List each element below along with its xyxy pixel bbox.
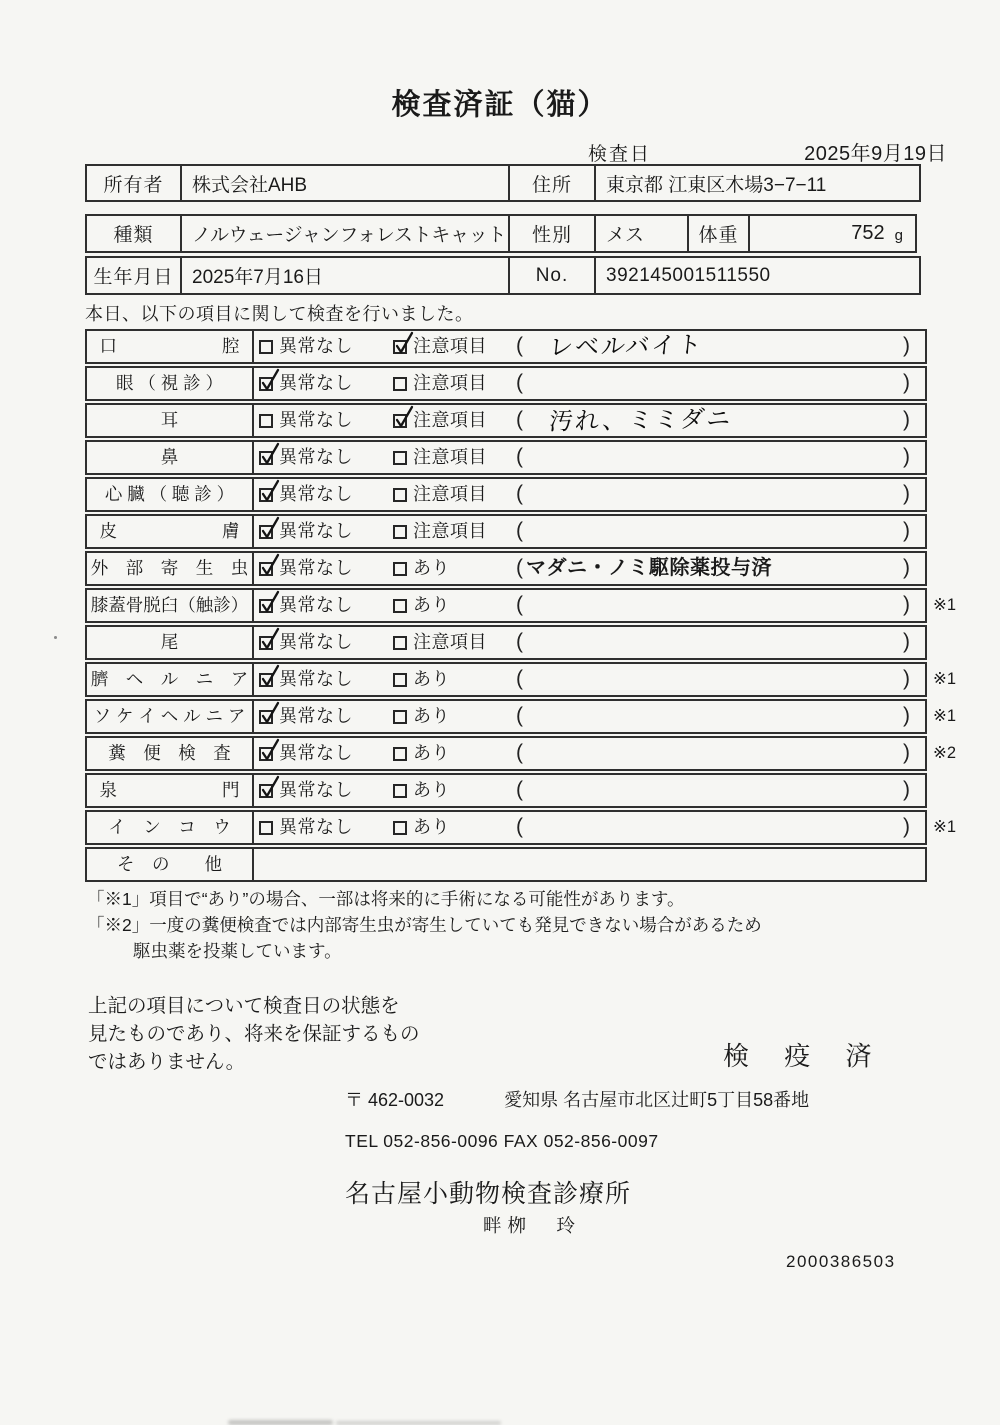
paren-close: ) [903,408,910,431]
option-label-attention: あり [413,817,450,837]
checklist-row [85,662,957,697]
owner-value: 株式会社AHB [180,164,510,202]
handwritten-note: 汚れ、ミミダニ [547,405,734,436]
address-label: 住所 [508,164,596,202]
option-label-no-abnormality: 異常なし [279,595,353,615]
checkbox-no-abnormality-checked [259,525,273,539]
item-result [254,738,925,769]
checklist-row [85,477,927,512]
clinic-tel-fax: TEL 052-856-0096 FAX 052-856-0097 [345,1131,659,1151]
remark-mark: ※1 [933,670,957,688]
remark-mark: ※2 [933,744,957,762]
item-result [254,627,925,658]
item-result [254,368,925,399]
clinic-name: 名古屋小動物検査診療所 [345,1180,632,1208]
remark-mark: ※1 [933,707,957,725]
intro-text: 本日、以下の項目に関して検査を行いました。 [85,304,474,324]
checklist-row [85,699,957,734]
remark-mark: ※1 [933,818,957,836]
checkbox-attention [393,636,407,650]
weight-cell [748,214,917,253]
paren-close: ) [903,704,910,727]
breed-value: ノルウェージャンフォレストキャット [180,214,510,253]
item-label: 臍 ヘ ル ニ ア [87,664,254,695]
item-result [254,812,925,843]
footnote-2-continued: 駆虫薬を投薬しています。 [133,941,342,961]
checkbox-attention [393,784,407,798]
item-label: 口 腔 [87,331,254,362]
paren-open: ( [516,704,523,727]
weight-label: 体重 [687,214,750,253]
option-label-no-abnormality: 異常なし [279,669,353,689]
option-label-attention: あり [413,558,450,578]
inspection-date-label: 検査日 [588,144,652,165]
checkbox-attention [393,673,407,687]
option-label-no-abnormality: 異常なし [279,706,353,726]
checklist-row [85,551,927,586]
printed-note: マダニ・ノミ駆除薬投与済 [526,557,772,579]
checklist-row [85,514,927,549]
disclaimer [88,992,420,1076]
paren-close: ) [903,482,910,505]
item-result [254,442,925,473]
option-label-attention: あり [413,595,450,615]
paren-open: ( [516,482,523,505]
paren-close: ) [903,593,910,616]
remark-mark: ※1 [933,596,957,614]
item-result [254,479,925,510]
clinic-address-line [345,1086,809,1112]
paren-open: ( [516,519,523,542]
serial-number: 2000386503 [786,1252,896,1271]
checkbox-no-abnormality-checked [259,747,273,761]
option-label-attention: 注意項目 [413,521,487,541]
item-label: 心 臓 （ 聴 診 ） [87,479,254,510]
paren-open: ( [516,593,523,616]
paren-open: ( [516,445,523,468]
option-label-no-abnormality: 異常なし [279,484,353,504]
checkbox-no-abnormality [259,340,273,354]
option-label-attention: 注意項目 [413,410,487,430]
item-label: 鼻 [87,442,254,473]
sex-value: メス [594,214,689,253]
weight-value: 752 [851,222,885,244]
checklist [85,329,957,884]
item-label: 糞 便 検 査 [87,738,254,769]
animal-table-row2 [85,256,927,295]
option-label-attention: 注意項目 [413,373,487,393]
item-label: イ ン コ ウ [87,812,254,843]
item-result [254,775,925,806]
checkbox-no-abnormality-checked [259,784,273,798]
checklist-row [85,736,957,771]
checkbox-attention [393,377,407,391]
address-value: 東京都 江東区木場3−7−11 [594,164,921,202]
checkbox-attention [393,451,407,465]
option-label-attention: あり [413,669,450,689]
checklist-row [85,366,927,401]
checkbox-attention [393,525,407,539]
disclaimer-line-2: 見たものであり、将来を保証するもの [88,1023,420,1045]
option-label-no-abnormality: 異常なし [279,373,353,393]
paren-close: ) [903,519,910,542]
checklist-row [85,847,927,882]
item-label: そ の 他 [87,849,254,880]
checkbox-no-abnormality-checked [259,451,273,465]
item-result [254,590,925,621]
animal-table-row1 [85,214,927,253]
paren-close: ) [903,741,910,764]
checkbox-no-abnormality [259,821,273,835]
option-label-no-abnormality: 異常なし [279,817,353,837]
option-label-no-abnormality: 異常なし [279,558,353,578]
option-label-no-abnormality: 異常なし [279,521,353,541]
checkbox-attention-checked [393,340,407,354]
paren-close: ) [903,630,910,653]
owner-label: 所有者 [85,164,182,202]
paren-close: ) [903,445,910,468]
paren-open: ( [516,778,523,801]
option-label-no-abnormality: 異常なし [279,410,353,430]
weight-unit: g [894,227,903,244]
checkbox-attention [393,821,407,835]
checkbox-no-abnormality-checked [259,636,273,650]
birth-value: 2025年7月16日 [180,256,510,295]
item-result [254,331,925,362]
item-result [254,701,925,732]
paren-open: ( [516,371,523,394]
paren-close: ) [903,371,910,394]
item-label: 外 部 寄 生 虫 [87,553,254,584]
checklist-row [85,588,957,623]
scan-smudge-artifact [228,1420,333,1425]
paren-open: ( [516,815,523,838]
item-label: 尾 [87,627,254,658]
checkbox-no-abnormality-checked [259,377,273,391]
owner-table [85,164,927,202]
item-label: ソ ケ イ ヘ ル ニ ア [87,701,254,732]
paren-close: ) [903,778,910,801]
handwritten-note: レベルバイト [547,331,705,362]
option-label-no-abnormality: 異常なし [279,632,353,652]
item-label: 泉 門 [87,775,254,806]
no-label: No. [508,256,596,295]
paren-close: ) [903,815,910,838]
inspection-date-value: 2025年9月19日 [804,143,947,165]
clinic-address: 愛知県 名古屋市北区辻町5丁目58番地 [504,1090,810,1110]
option-label-attention: 注意項目 [413,632,487,652]
item-result [254,664,925,695]
item-result [254,553,925,584]
sex-label: 性別 [508,214,596,253]
disclaimer-line-1: 上記の項目について検査日の状態を [88,995,400,1017]
veterinarian-name: 畔栁 玲 [483,1215,582,1236]
quarantine-passed-text: 検 疫 済 [723,1041,886,1071]
page-title: 検査済証（猫） [391,89,609,121]
item-label: 皮 膚 [87,516,254,547]
checklist-row [85,773,927,808]
paren-close: ) [903,556,910,579]
option-label-no-abnormality: 異常なし [279,447,353,467]
paren-close: ) [903,334,910,357]
paren-open: ( [516,556,523,579]
paren-open: ( [516,741,523,764]
footnote-1: 「※1」項目で“あり”の場合、一部は将来的に手術になる可能性があります。 [87,889,685,909]
checklist-row [85,440,927,475]
scan-smudge-artifact [336,1421,501,1425]
breed-label: 種類 [85,214,182,253]
footnote-2: 「※2」一度の糞便検査では内部寄生虫が寄生していても発見できない場合があるため [87,915,762,935]
checkbox-attention [393,599,407,613]
paren-open: ( [516,334,523,357]
birth-label: 生年月日 [85,256,182,295]
footnotes [87,886,762,964]
checkbox-no-abnormality-checked [259,562,273,576]
item-result [254,516,925,547]
checkbox-attention [393,562,407,576]
clinic-postal-code: 〒 462-0032 [345,1090,445,1110]
checkbox-no-abnormality-checked [259,599,273,613]
option-label-attention: 注意項目 [413,484,487,504]
paren-close: ) [903,667,910,690]
option-label-attention: あり [413,743,450,763]
option-label-no-abnormality: 異常なし [279,743,353,763]
checklist-row [85,329,927,364]
checkbox-no-abnormality [259,414,273,428]
item-label: 耳 [87,405,254,436]
checkbox-attention [393,747,407,761]
option-label-attention: あり [413,706,450,726]
checklist-row [85,625,927,660]
item-result [254,849,925,880]
checklist-row [85,403,927,438]
checkbox-no-abnormality-checked [259,710,273,724]
item-result [254,405,925,436]
checkbox-attention-checked [393,414,407,428]
paren-open: ( [516,667,523,690]
disclaimer-line-3: ではありません。 [88,1051,246,1073]
option-label-attention: 注意項目 [413,336,487,356]
checkbox-attention [393,488,407,502]
paren-open: ( [516,408,523,431]
option-label-attention: あり [413,780,450,800]
scan-speck-artifact [54,636,57,639]
item-label: 眼 （ 視 診 ） [87,368,254,399]
checklist-row [85,810,957,845]
option-label-attention: 注意項目 [413,447,487,467]
item-label: 膝蓋骨脱臼（触診） [87,590,254,621]
checkbox-no-abnormality-checked [259,488,273,502]
no-value: 392145001511550 [594,256,921,295]
option-label-no-abnormality: 異常なし [279,336,353,356]
checkbox-no-abnormality-checked [259,673,273,687]
option-label-no-abnormality: 異常なし [279,780,353,800]
paren-open: ( [516,630,523,653]
checkbox-attention [393,710,407,724]
